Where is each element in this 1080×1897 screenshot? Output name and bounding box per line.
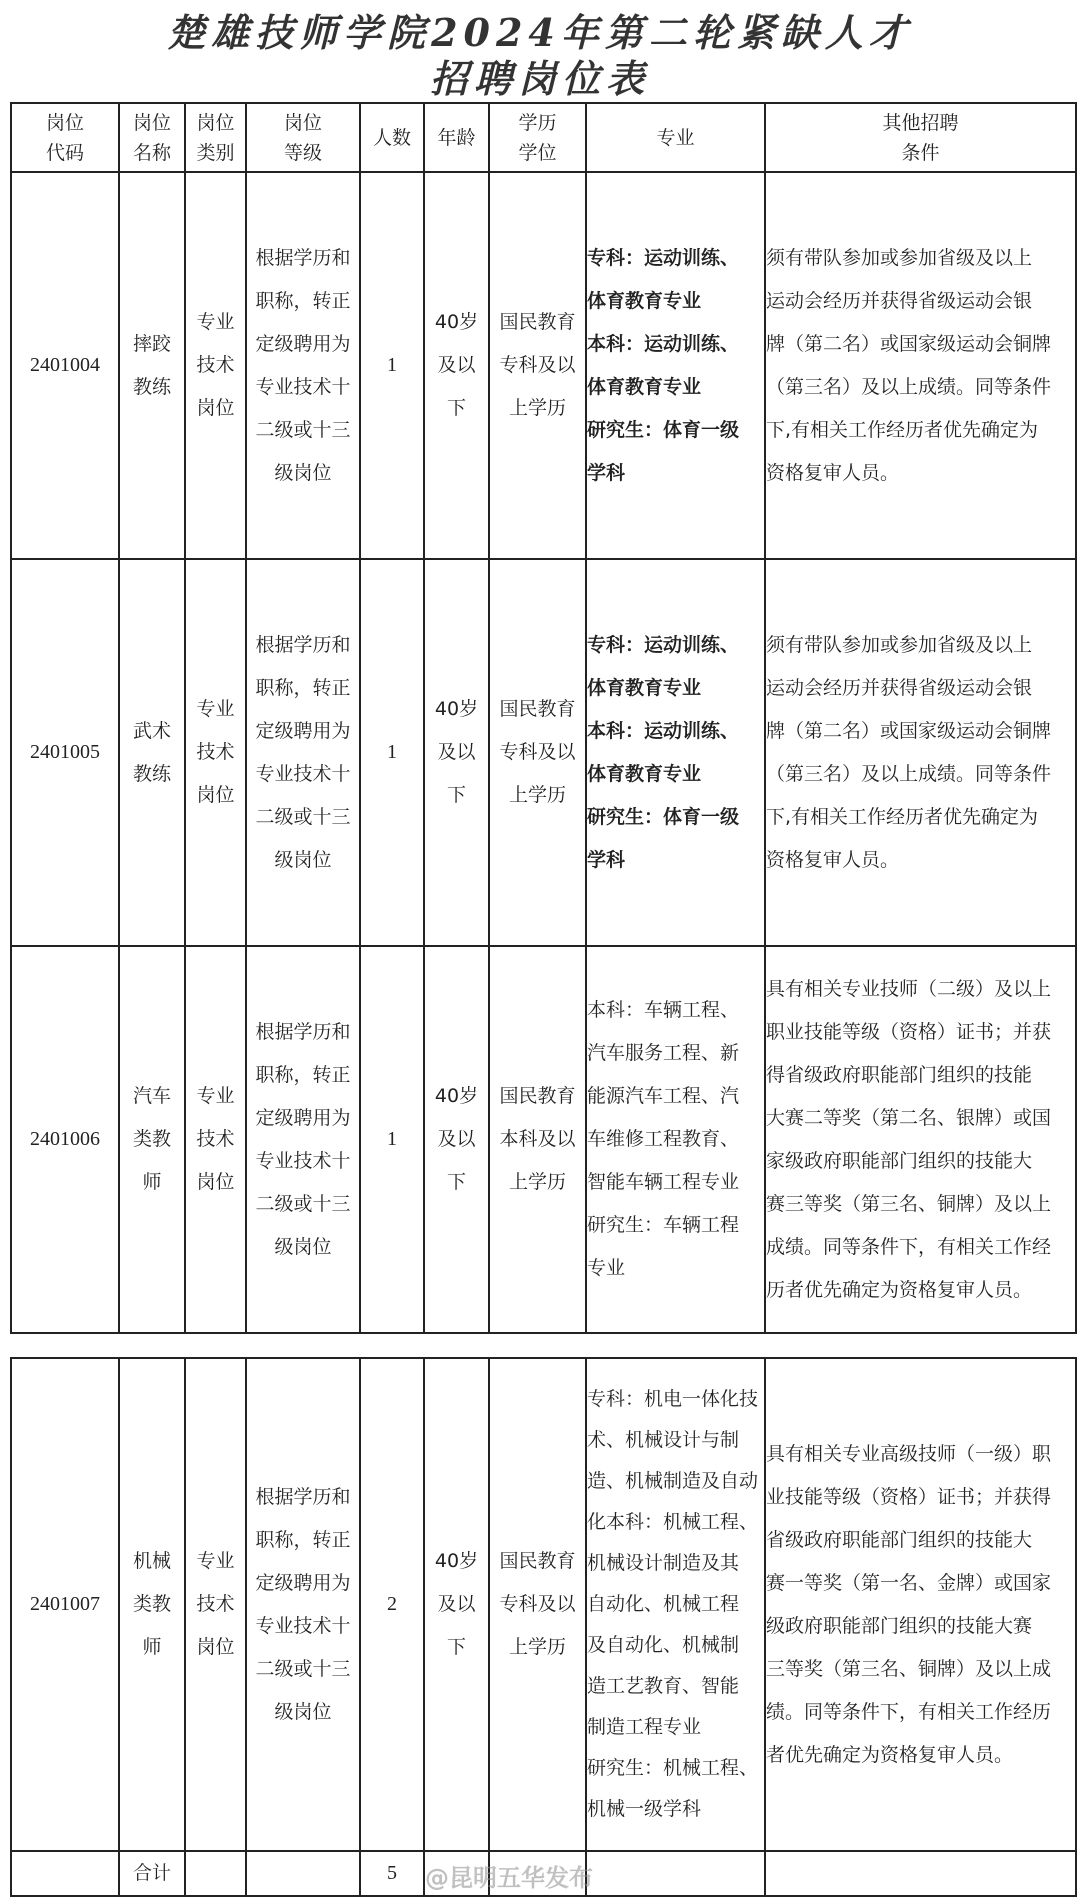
header-count: 人数 <box>360 103 424 172</box>
empty-cell <box>185 1851 246 1896</box>
position-name: 汽车 类教 师 <box>119 946 185 1333</box>
document-title: 楚雄技师学院2024年第二轮紧缺人才 <box>167 10 913 55</box>
position-other: 具有相关专业技师（二级）及以上 职业技能等级（资格）证书；并获 得省级政府职能部门组织的技能 大赛二等奖（第二名、银牌）或国 家级政府职能部门组织的技能大 赛三等奖（第三名、铜牌）及以上 成绩。同等条件下，有相关工作经 历者优先确定为资格复审人员。 <box>765 946 1076 1333</box>
position-level: 根据学历和 职称，转正 定级聘用为 专业技术十 二级或十三 级岗位 <box>246 946 360 1333</box>
position-level: 根据学历和 职称，转正 定级聘用为 专业技术十 二级或十三 级岗位 <box>246 172 360 559</box>
position-name: 摔跤 教练 <box>119 172 185 559</box>
position-major: 专科：运动训练、 体育教育专业 本科：运动训练、 体育教育专业 研究生：体育一级 学科 <box>586 172 765 559</box>
total-count: 5 <box>360 1851 424 1896</box>
header-name: 岗位 名称 <box>119 103 185 172</box>
table-row <box>11 172 1076 559</box>
empty-cell <box>586 1851 765 1896</box>
position-other: 须有带队参加或参加省级及以上 运动会经历并获得省级运动会银 牌（第二名）或国家级运动会铜牌 （第三名）及以上成绩。同等条件 下,有相关工作经历者优先确定为 资格复审人员。 <box>765 172 1076 559</box>
header-major: 专业 <box>586 103 765 172</box>
position-count: 1 <box>360 946 424 1333</box>
position-major: 本科：车辆工程、 汽车服务工程、新 能源汽车工程、汽 车维修工程教育、 智能车辆工程专业 研究生：车辆工程 专业 <box>586 946 765 1333</box>
document-subtitle: 招聘岗位表 <box>429 56 650 101</box>
position-count: 2 <box>360 1358 424 1851</box>
empty-cell <box>765 1851 1076 1896</box>
position-type: 专业 技术 岗位 <box>185 946 246 1333</box>
position-code: 2401005 <box>11 559 119 946</box>
header-education: 学历 学位 <box>489 103 586 172</box>
position-code: 2401004 <box>11 172 119 559</box>
recruitment-table <box>10 102 1077 1334</box>
position-age: 40岁 及以 下 <box>424 559 489 946</box>
position-type: 专业 技术 岗位 <box>185 559 246 946</box>
header-other: 其他招聘 条件 <box>765 103 1076 172</box>
table-row <box>11 946 1076 1333</box>
position-code: 2401007 <box>11 1358 119 1851</box>
position-education: 国民教育 本科及以 上学历 <box>489 946 586 1333</box>
position-major: 专科：机电一体化技 术、机械设计与制 造、机械制造及自动 化本科：机械工程、 机械设计制造及其 自动化、机械工程 及自动化、机械制 造工艺教育、智能 制造工程专业 研究生：机械工程、 机械一级学科 <box>586 1358 765 1851</box>
recruitment-table-continued <box>10 1357 1077 1897</box>
position-type: 专业 技术 岗位 <box>185 172 246 559</box>
position-other: 具有相关专业高级技师（一级）职 业技能等级（资格）证书；并获得 省级政府职能部门组织的技能大 赛一等奖（第一名、金牌）或国家 级政府职能部门组织的技能大赛 三等奖（第三名、铜牌）及以上成 绩。同等条件下，有相关工作经历 者优先确定为资格复审人员。 <box>765 1358 1076 1851</box>
empty-cell <box>11 1851 119 1896</box>
position-age: 40岁 及以 下 <box>424 1358 489 1851</box>
position-count: 1 <box>360 172 424 559</box>
total-label: 合计 <box>119 1851 185 1896</box>
position-count: 1 <box>360 559 424 946</box>
position-major: 专科：运动训练、 体育教育专业 本科：运动训练、 体育教育专业 研究生：体育一级 学科 <box>586 559 765 946</box>
position-age: 40岁 及以 下 <box>424 946 489 1333</box>
header-level: 岗位 等级 <box>246 103 360 172</box>
position-education: 国民教育 专科及以 上学历 <box>489 559 586 946</box>
position-level: 根据学历和 职称，转正 定级聘用为 专业技术十 二级或十三 级岗位 <box>246 1358 360 1851</box>
header-row <box>11 103 1076 172</box>
table-row <box>11 1358 1076 1851</box>
position-type: 专业 技术 岗位 <box>185 1358 246 1851</box>
position-education: 国民教育 专科及以 上学历 <box>489 1358 586 1851</box>
header-age: 年龄 <box>424 103 489 172</box>
watermark: @昆明五华发布 <box>425 1864 593 1892</box>
position-other: 须有带队参加或参加省级及以上 运动会经历并获得省级运动会银 牌（第二名）或国家级运动会铜牌 （第三名）及以上成绩。同等条件 下,有相关工作经历者优先确定为 资格复审人员。 <box>765 559 1076 946</box>
table-row <box>11 559 1076 946</box>
position-name: 机械 类教 师 <box>119 1358 185 1851</box>
position-education: 国民教育 专科及以 上学历 <box>489 172 586 559</box>
position-age: 40岁 及以 下 <box>424 172 489 559</box>
position-level: 根据学历和 职称，转正 定级聘用为 专业技术十 二级或十三 级岗位 <box>246 559 360 946</box>
position-code: 2401006 <box>11 946 119 1333</box>
empty-cell <box>246 1851 360 1896</box>
header-code: 岗位 代码 <box>11 103 119 172</box>
header-type: 岗位 类别 <box>185 103 246 172</box>
position-name: 武术 教练 <box>119 559 185 946</box>
